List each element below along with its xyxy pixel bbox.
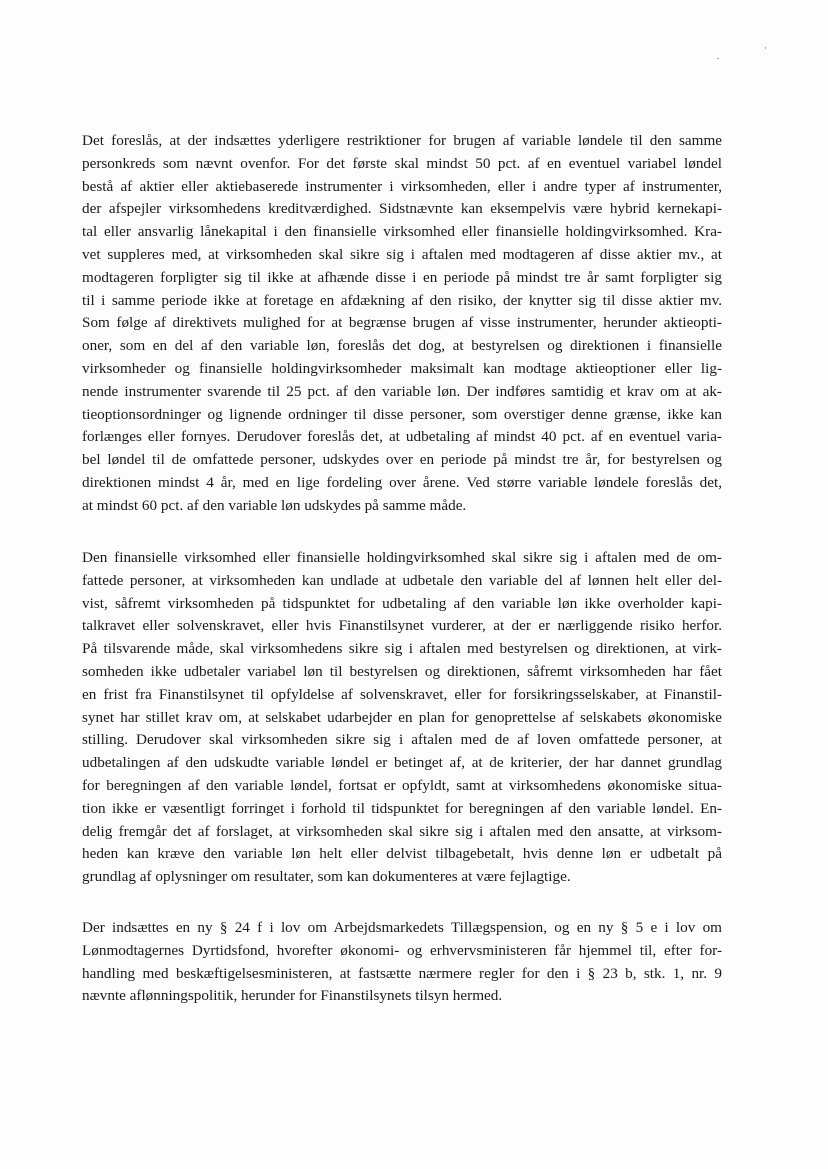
text-line: Der indsættes en ny § 24 f i lov om Arbejdsmarkedets Tillægspension, og en ny § 5 e i lov om xyxy=(82,919,722,936)
scan-speck: . xyxy=(717,51,720,61)
text-line: udbetalingen af den udskudte variable løndel er betinget af, at de kriterier, der har dannet grundlag xyxy=(82,754,722,772)
text-line: tieoptionsordninger og lignende ordninger til disse personer, som overstiger denne grænse, ikke kan xyxy=(82,405,722,423)
text-line: direktionen mindst 4 år, med en lige fordeling over årene. Ved større variable løndele foreslås det, xyxy=(82,473,722,491)
text-line: bel løndel til de omfattede personer, udskydes over en periode på mindst tre år, for bestyrelsen og xyxy=(82,451,722,469)
text-line: nende instrumenter svarende til 25 pct. af den variable løn. Der indføres samtidig et krav om at ak- xyxy=(82,382,722,400)
text-line: bestå af aktier eller aktiebaserede instrumenter i virksomheden, eller i andre typer af instrumenter, xyxy=(82,177,722,195)
text-line: somheden ikke udbetaler variabel løn til bestyrelsen og direktionen, såfremt virksomheden har fået xyxy=(82,662,722,680)
text-line: tal eller ansvarlig lånekapital i den finansielle virksomhed eller finansielle holdingvirksomhed. Kra- xyxy=(82,223,722,241)
text-line: vist, såfremt virksomheden på tidspunktet for udbetaling af den variable løn ikke overholder kapi- xyxy=(82,594,722,612)
text-line: grundlag af oplysninger om resultater, som kan dokumenteres at være fejlagtige. xyxy=(82,868,571,886)
text-line: På tilsvarende måde, skal virksomhedens sikre sig i aftalen med bestyrelsen og direktionen, at virk- xyxy=(82,640,722,658)
text-line: Det foreslås, at der indsættes yderligere restriktioner for brugen af variable løndele til den samme xyxy=(82,132,722,149)
text-line: Som følge af direktivets mulighed for at begrænse brugen af visse instrumenter, herunder aktieopti- xyxy=(82,314,722,332)
text-line: synet har stillet krav om, at selskabet udarbejder en plan for genoprettelse af selskabets økonomiske xyxy=(82,708,722,726)
scan-speck: · xyxy=(764,43,767,53)
text-line: oner, som en del af den variable løn, foreslås det dog, at bestyrelsen og direktionen i finansielle xyxy=(82,337,722,355)
text-line: Den finansielle virksomhed eller finansielle holdingvirksomhed skal sikre sig i aftalen med de om- xyxy=(82,549,722,566)
text-line: heden kan kræve den variable løn helt eller delvist tilbagebetalt, hvis denne løn er udbetalt på xyxy=(82,845,722,863)
text-line: der afspejler virksomhedens kreditværdighed. Sidstnævnte kan eksempelvis være hybrid kernekapi- xyxy=(82,200,722,218)
text-line: modtageren forpligter sig til ikke at afhænde disse i en periode på mindst tre år samt forpligter sig xyxy=(82,268,722,286)
text-line: talkravet eller solvenskravet, eller hvis Finanstilsynet vurderer, at der er nærliggende risiko herfor. xyxy=(82,617,722,635)
text-line: forlænges eller fornyes. Derudover foreslås det, at udbetaling af mindst 40 pct. af en eventuel varia- xyxy=(82,428,722,446)
text-line: til i samme periode ikke at foretage en afdækning af den risiko, der knytter sig til disse aktier mv. xyxy=(82,291,722,309)
text-line: en frist fra Finanstilsynet til opfyldelse af solvenskravet, eller for forsikringsselskaber, at Finanstil- xyxy=(82,685,722,703)
text-line: nævnte aflønningspolitik, herunder for Finanstilsynets tilsyn hermed. xyxy=(82,987,503,1005)
text-line: delig fremgår det af forslaget, at virksomheden skal sikre sig i aftalen med den ansatte, at virksom- xyxy=(82,822,722,840)
text-line: fattede personer, at virksomheden kan undlade at udbetale den variable del af lønnen helt eller del- xyxy=(82,571,722,589)
text-line: for beregningen af den variable løndel, fortsat er opfyldt, samt at virksomhedens økonomiske situa- xyxy=(82,776,722,794)
text-line: stilling. Derudover skal virksomheden sikre sig i aftalen med de af loven omfattede personer, at xyxy=(82,731,722,749)
text-line: Lønmodtagernes Dyrtidsfond, hvorefter økonomi- og erhvervsministeren får hjemmel til, efter for- xyxy=(82,941,722,959)
paragraph-withholding-variable-pay xyxy=(82,547,722,889)
text-line: vet suppleres med, at virksomheden skal sikre sig i aftalen med modtageren af disse aktier mv., at xyxy=(82,245,722,263)
text-line: personkreds som nævnt ovenfor. For det første skal mindst 50 pct. af en eventuel variabel løndel xyxy=(82,154,722,172)
text-line: at mindst 60 pct. af den variable løn udskydes på samme måde. xyxy=(82,496,467,514)
paragraph-new-provisions xyxy=(82,917,722,1008)
text-line: virksomheder og finansielle holdingvirksomheder maksimalt kan modtage aktieoptioner eller lig- xyxy=(82,359,722,377)
text-line: handling med beskæftigelsesministeren, at fastsætte nærmere regler for den i § 23 b, stk. 1, nr. 9 xyxy=(82,964,722,982)
paragraph-variable-pay-restrictions xyxy=(82,130,722,518)
text-line: tion ikke er væsentligt forringet i forhold til tidspunktet for beregningen af den variable løndel. En- xyxy=(82,799,722,817)
